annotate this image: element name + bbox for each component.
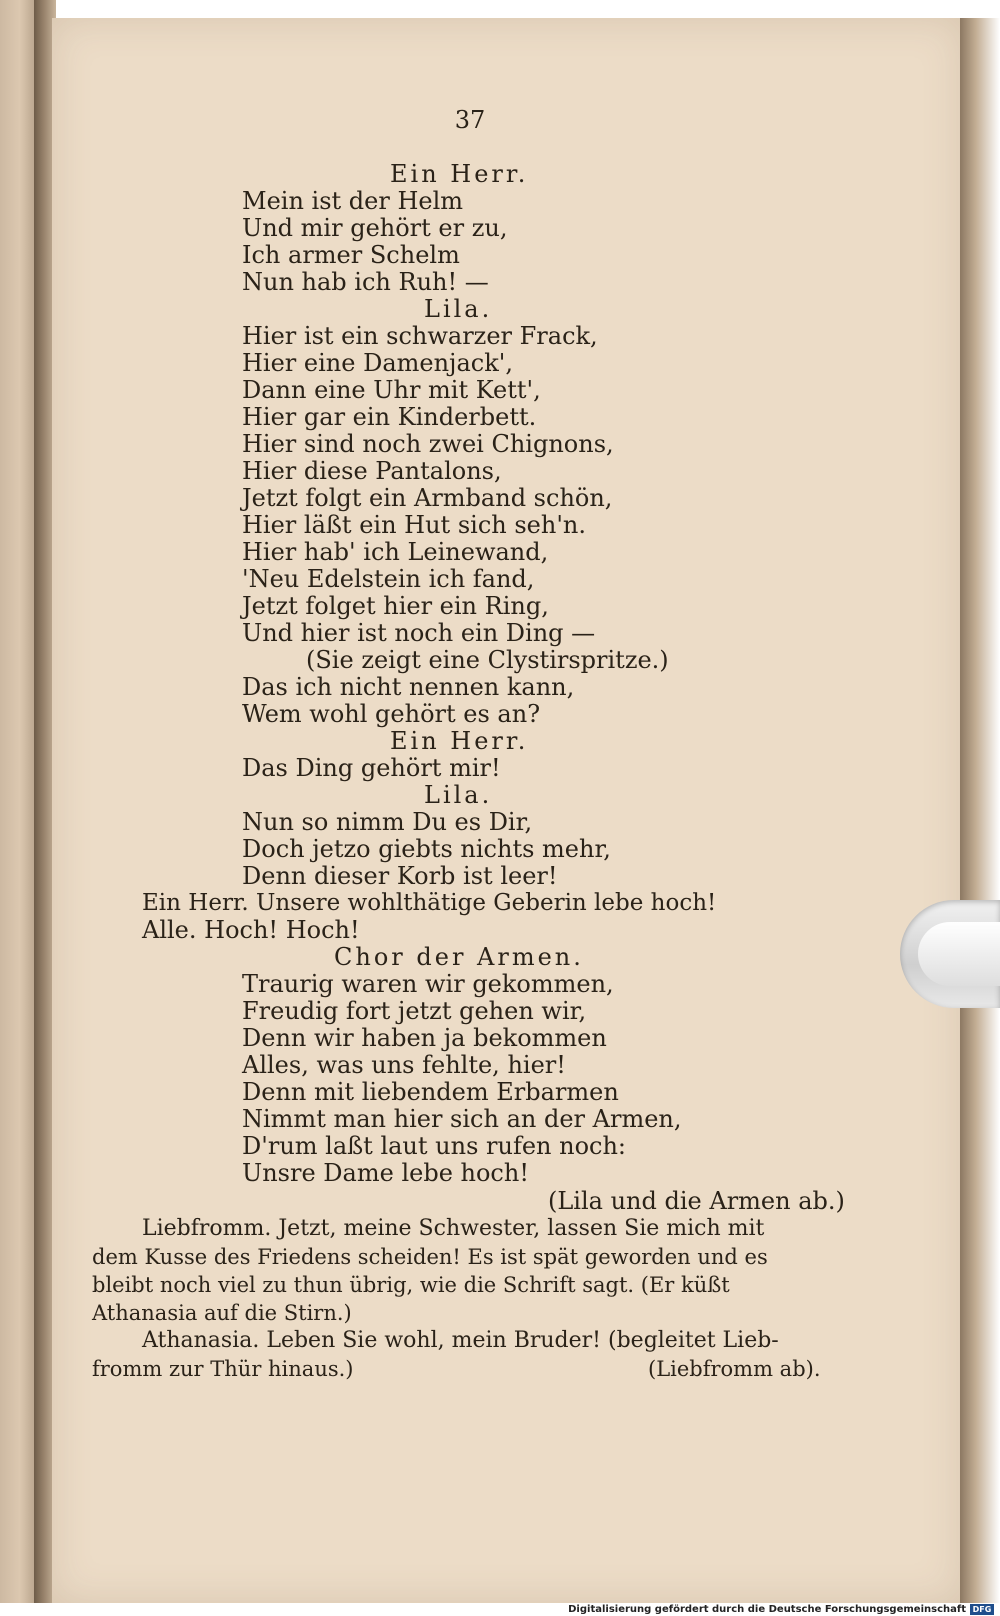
stage-direction: (Lila und die Armen ab.) [548, 1187, 845, 1215]
verse-line: Jetzt folget hier ein Ring, [242, 592, 549, 620]
verse-line: Hier gar ein Kinderbett. [242, 403, 537, 431]
verse-line: Freudig fort jetzt gehen wir, [242, 997, 587, 1025]
stage-direction: (Liebfromm ab). [648, 1357, 821, 1381]
verse-line: Denn dieser Korb ist leer! [242, 862, 558, 890]
verse-line: Und mir gehört er zu, [242, 214, 508, 242]
prose-line: bleibt noch viel zu thun übrig, wie die Schrift sagt. (Er küßt [92, 1273, 730, 1297]
verse-line: Hier hab' ich Leinewand, [242, 538, 549, 566]
verse-line: Denn mit liebendem Erbarmen [242, 1078, 619, 1106]
verse-line: Doch jetzo giebts nichts mehr, [242, 835, 611, 863]
verse-line: Und hier ist noch ein Ding — [242, 619, 596, 647]
dialogue-line: Ein Herr. Unsere wohlthätige Geberin lebe hoch! [142, 890, 717, 916]
verse-line: Hier diese Pantalons, [242, 457, 502, 485]
prose-line: dem Kusse des Friedens scheiden! Es ist spät geworden und es [92, 1245, 768, 1269]
verse-line: Denn wir haben ja bekommen [242, 1024, 607, 1052]
speaker-line: Lila. [424, 295, 493, 323]
verse-line: Hier eine Damenjack', [242, 349, 514, 377]
verse-line: Traurig waren wir gekommen, [242, 970, 614, 998]
verse-line: Das ich nicht nennen kann, [242, 673, 575, 701]
verse-line: Nimmt man hier sich an der Armen, [242, 1105, 682, 1133]
funding-notice: Digitalisierung gefördert durch die Deutsche Forschungsgemeinschaft [568, 1604, 966, 1615]
verse-line: Hier ist ein schwarzer Frack, [242, 322, 598, 350]
verse-line: Hier läßt ein Hut sich seh'n. [242, 511, 587, 539]
verse-line: Dann eine Uhr mit Kett', [242, 376, 541, 404]
verse-line: Alles, was uns fehlte, hier! [242, 1051, 566, 1079]
verse-line: Jetzt folgt ein Armband schön, [242, 484, 613, 512]
prose-line: fromm zur Thür hinaus.) [92, 1357, 354, 1381]
verse-line: Das Ding gehört mir! [242, 754, 501, 782]
dialogue-line: Alle. Hoch! Hoch! [142, 916, 360, 944]
page-number: 37 [454, 106, 486, 134]
speaker-line: Ein Herr. [390, 160, 529, 188]
speaker-line: Lila. [424, 781, 493, 809]
verse-line: D'rum laßt laut uns rufen noch: [242, 1132, 627, 1160]
prose-line: Liebfromm. Jetzt, meine Schwester, lassen Sie mich mit [142, 1216, 765, 1241]
verse-line: Nun so nimm Du es Dir, [242, 808, 533, 836]
verse-line: Ich armer Schelm [242, 241, 460, 269]
verse-line: Wem wohl gehört es an? [242, 700, 541, 728]
verse-line: 'Neu Edelstein ich fand, [242, 565, 535, 593]
speaker-line: Ein Herr. [390, 727, 529, 755]
verse-line: Unsre Dame lebe hoch! [242, 1159, 529, 1187]
dfg-logo: DFG [970, 1604, 994, 1615]
verse-line: Nun hab ich Ruh! — [242, 268, 489, 296]
prose-line: Athanasia auf die Stirn.) [92, 1301, 352, 1325]
verse-line: Mein ist der Helm [242, 187, 464, 215]
speaker-line: Chor der Armen. [334, 943, 584, 971]
stage-direction: (Sie zeigt eine Clystirspritze.) [306, 646, 669, 674]
prose-line: Athanasia. Leben Sie wohl, mein Bruder! (begleitet Lieb- [142, 1328, 779, 1353]
verse-line: Hier sind noch zwei Chignons, [242, 430, 614, 458]
